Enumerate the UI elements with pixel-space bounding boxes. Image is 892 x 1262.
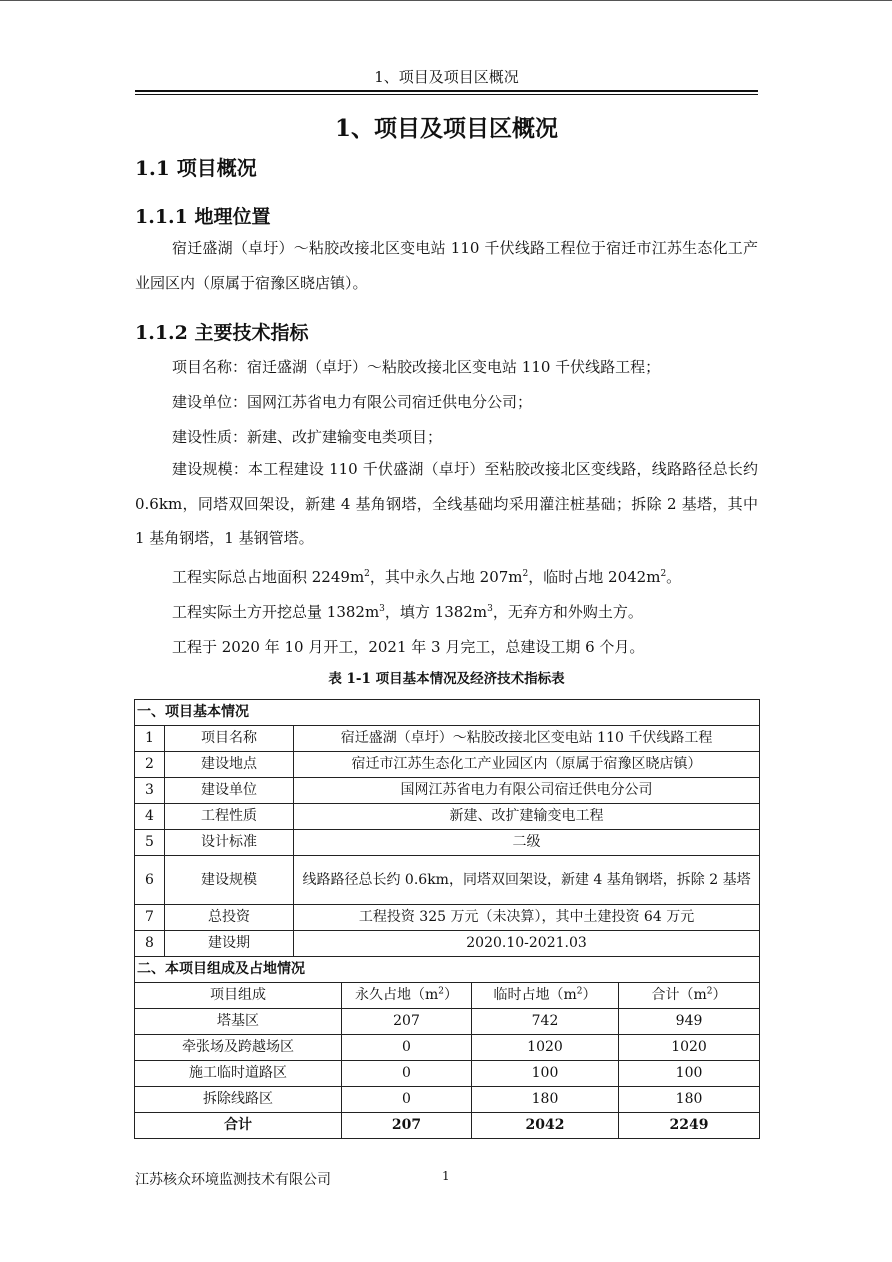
- row-label: 项目名称: [165, 726, 294, 752]
- row-no: 1: [135, 726, 165, 752]
- row-value: 新建、改扩建输变电工程: [294, 804, 760, 830]
- total-area: 949: [619, 1009, 760, 1035]
- table-total-row: [135, 1113, 760, 1139]
- location-paragraph: 宿迁盛湖（卓圩）～粘胶改接北区变电站 110 千伏线路工程位于宿迁市江苏生态化工产业园区内（原属于宿豫区晓店镇）。: [135, 239, 758, 292]
- table-section-row: [135, 700, 760, 726]
- section-1-1-1-title: 1.1.1 地理位置: [135, 206, 271, 228]
- area-sup-1: 2: [364, 569, 370, 579]
- area-total-text: 工程实际总占地面积 2249m: [172, 568, 365, 586]
- row-label: 总投资: [165, 905, 294, 931]
- temporary-area: 100: [472, 1061, 619, 1087]
- row-value: 国网江苏省电力有限公司宿迁供电分公司: [294, 778, 760, 804]
- area-permanent-text: ，其中永久占地 207m: [369, 568, 523, 586]
- table-row: [135, 830, 760, 856]
- row-label: 建设单位: [165, 778, 294, 804]
- table-row: [135, 804, 760, 830]
- header-permanent-sup: 2: [438, 986, 444, 997]
- area-line: [172, 566, 681, 587]
- table-row: [135, 778, 760, 804]
- earthwork-sup-1: 3: [379, 604, 385, 614]
- area-sup-2: 2: [522, 569, 529, 579]
- row-no: 3: [135, 778, 165, 804]
- section1-title: 一、项目基本情况: [135, 700, 760, 726]
- row-label: 建设规模: [165, 856, 294, 905]
- table-row: [135, 1009, 760, 1035]
- earthwork-fill-text: ，填方 1382m: [384, 603, 488, 621]
- table-section-row: [135, 957, 760, 983]
- header-permanent-close: ）: [444, 987, 458, 1003]
- footer-company: 江苏核众环境监测技术有限公司: [135, 1172, 331, 1188]
- row-value: 二级: [294, 830, 760, 856]
- builder-line: 建设单位：国网江苏省电力有限公司宿迁供电分公司；: [172, 393, 533, 411]
- row-no: 7: [135, 905, 165, 931]
- page-number: 1: [442, 1169, 450, 1183]
- earthwork-end: ，无弃方和外购土方。: [492, 603, 643, 621]
- table-header-row: [135, 983, 760, 1009]
- header-total-close: ）: [712, 987, 727, 1003]
- header-temporary-text: 临时占地（m: [493, 987, 577, 1003]
- row-value: 2020.10-2021.03: [294, 931, 760, 957]
- header-temporary: [472, 983, 619, 1009]
- component-name: 牵张场及跨越场区: [135, 1035, 342, 1061]
- header-permanent-text: 永久占地（m: [354, 987, 439, 1003]
- table-row: [135, 856, 760, 905]
- earthwork-sup-2: 3: [487, 604, 493, 614]
- row-value: 工程投资 325 万元（未决算），其中土建投资 64 万元: [294, 905, 760, 931]
- total-area: 180: [619, 1087, 760, 1113]
- header-temporary-sup: 2: [576, 986, 583, 997]
- nature-line: 建设性质：新建、改扩建输变电类项目；: [172, 428, 443, 446]
- table-row: [135, 752, 760, 778]
- row-value: 宿迁市江苏生态化工产业园区内（原属于宿豫区晓店镇）: [294, 752, 760, 778]
- section-1-1-2-title: 1.1.2 主要技术指标: [135, 322, 309, 344]
- total-label: 合计: [135, 1113, 342, 1139]
- row-no: 6: [135, 856, 165, 905]
- schedule-line: 工程于 2020 年 10 月开工，2021 年 3 月完工，总建设工期 6 个月。: [172, 638, 645, 656]
- row-no: 4: [135, 804, 165, 830]
- area-sup-3: 2: [660, 569, 667, 579]
- permanent-area: 0: [342, 1035, 472, 1061]
- area-temporary-text: ，临时占地 2042m: [528, 568, 661, 586]
- row-no: 2: [135, 752, 165, 778]
- project-name-line: 项目名称：宿迁盛湖（卓圩）～粘胶改接北区变电站 110 千伏线路工程；: [172, 358, 661, 376]
- header-rule-thick: [135, 90, 758, 92]
- header-total: [619, 983, 760, 1009]
- header-rule-thin: [135, 94, 758, 95]
- permanent-area: 207: [342, 1009, 472, 1035]
- header-permanent: [342, 983, 472, 1009]
- component-name: 塔基区: [135, 1009, 342, 1035]
- earthwork-cut-text: 工程实际土方开挖总量 1382m: [172, 603, 380, 621]
- total-permanent: 207: [342, 1113, 472, 1139]
- table-caption: 表 1-1 项目基本情况及经济技术指标表: [328, 671, 565, 687]
- row-label: 工程性质: [165, 804, 294, 830]
- header-total-text: 合计（m: [651, 987, 707, 1003]
- component-name: 施工临时道路区: [135, 1061, 342, 1087]
- table-row: [135, 1087, 760, 1113]
- header-component: 项目组成: [135, 983, 342, 1009]
- header-total-sup: 2: [706, 986, 713, 997]
- table-row: [135, 1035, 760, 1061]
- section2-title: 二、本项目组成及占地情况: [135, 957, 760, 983]
- row-label: 设计标准: [165, 830, 294, 856]
- temporary-area: 1020: [472, 1035, 619, 1061]
- top-border-line: [0, 0, 892, 1]
- section-1-1-title: 1.1 项目概况: [135, 156, 257, 180]
- area-end: 。: [666, 568, 682, 586]
- temporary-area: 180: [472, 1087, 619, 1113]
- chapter-title: 1、项目及项目区概况: [334, 115, 558, 142]
- row-label: 建设期: [165, 931, 294, 957]
- total-area: 1020: [619, 1035, 760, 1061]
- row-no: 8: [135, 931, 165, 957]
- table-row: [135, 726, 760, 752]
- component-name: 拆除线路区: [135, 1087, 342, 1113]
- row-value: 线路路径总长约 0.6km，同塔双回架设，新建 4 基角钢塔，拆除 2 基塔: [294, 856, 760, 905]
- running-header: 1、项目及项目区概况: [374, 68, 519, 86]
- header-temporary-close: ）: [582, 987, 597, 1003]
- row-label: 建设地点: [165, 752, 294, 778]
- total-area: 100: [619, 1061, 760, 1087]
- permanent-area: 0: [342, 1061, 472, 1087]
- total-temporary: 2042: [472, 1113, 619, 1139]
- table-row: [135, 1061, 760, 1087]
- permanent-area: 0: [342, 1087, 472, 1113]
- total-sum: 2249: [619, 1113, 760, 1139]
- earthwork-line: [172, 601, 643, 622]
- table-row: [135, 931, 760, 957]
- scale-paragraph: 建设规模：本工程建设 110 千伏盛湖（卓圩）至粘胶改接北区变线路，线路路径总长约 0.6km，同塔双回架设，新建 4 基角钢塔，全线基础均采用灌注桩基础；拆除 2 基塔，其中 1 基角钢塔，1 基钢管塔。: [135, 460, 758, 547]
- row-no: 5: [135, 830, 165, 856]
- project-info-table: [134, 699, 760, 1139]
- temporary-area: 742: [472, 1009, 619, 1035]
- row-value: 宿迁盛湖（卓圩）～粘胶改接北区变电站 110 千伏线路工程: [294, 726, 760, 752]
- table-row: [135, 905, 760, 931]
